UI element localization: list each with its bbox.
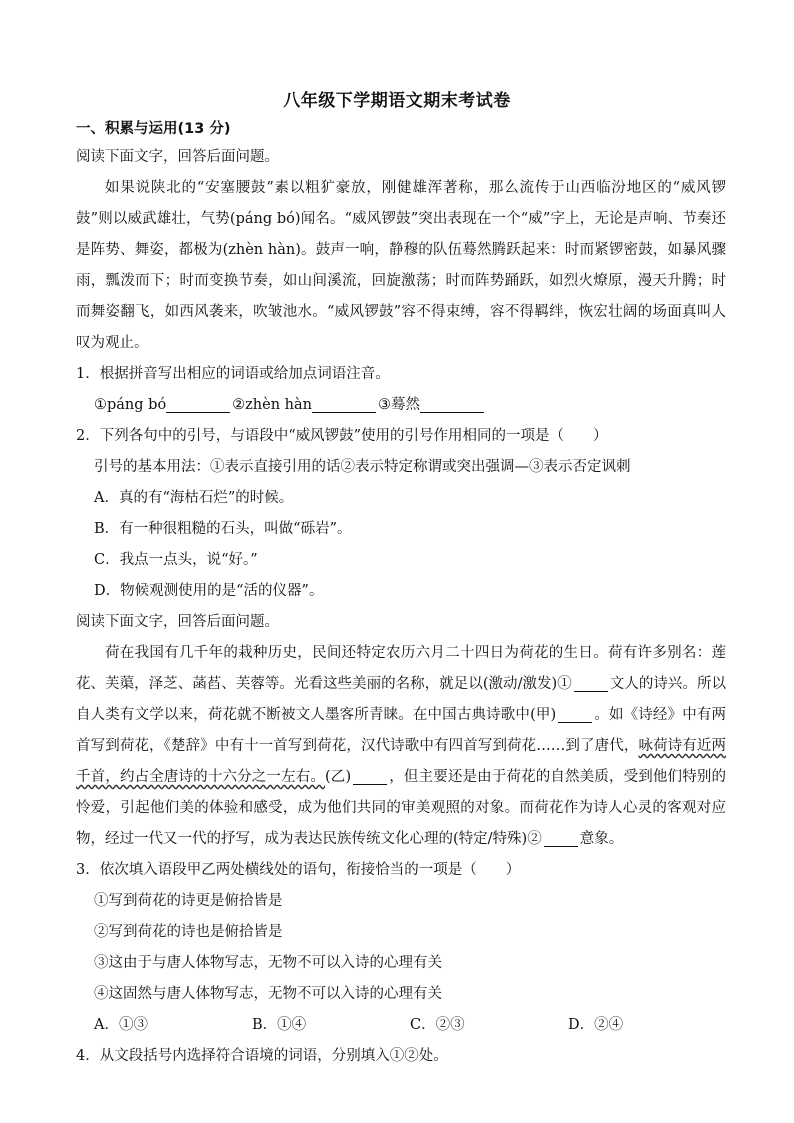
question-2-note: 引号的基本用法：①表示直接引用的话②表示特定称谓或突出强调—③表示否定讽刺 <box>94 459 631 475</box>
q3-option-c: C．②③ <box>410 1017 465 1033</box>
page-title: 八年级下学期语文期末考试卷 <box>283 91 511 111</box>
q3-item-1: ①写到荷花的诗更是俯拾皆是 <box>94 893 283 909</box>
q3-option-a: A．①③ <box>94 1017 148 1033</box>
blank-jia[interactable] <box>558 707 592 723</box>
passage-lotus-part-5: (乙) <box>325 769 352 785</box>
q2-option-c: C．我点一点头，说“好。” <box>94 552 258 568</box>
q3-item-4: ④这固然与唐人体物写志，无物不可以入诗的心理有关 <box>94 986 442 1002</box>
question-4-stem: 4．从文段括号内选择符合语境的词语，分别填入①②处。 <box>76 1048 448 1064</box>
reading-prompt-2: 阅读下面文字，回答后面问题。 <box>76 614 279 630</box>
q1-item-a: ①páng bó <box>94 397 167 413</box>
question-2-stem: 2．下列各句中的引号，与语段中“威风锣鼓”使用的引号作用相同的一项是（ ） <box>76 428 608 444</box>
passage-lotus-part-7: 意象。 <box>579 831 624 847</box>
passage-lotus-part-2: 文人的诗兴。所以自人类有文学以来，荷花就不断被文人墨客所青睐。在中国古典诗歌中(甲) <box>76 676 727 723</box>
answer-blank[interactable] <box>312 397 376 413</box>
q2-option-d: D．物候观测使用的是“活的仪器”。 <box>94 583 324 599</box>
passage-lotus-part-3: 。如《诗经》中有两首写到荷花，《楚辞》中有十一首写到荷花，汉代诗歌中有四首写到荷花……到了唐代， <box>76 707 727 754</box>
q3-option-b: B．①④ <box>252 1017 307 1033</box>
q2-option-a: A．真的有“海枯石烂”的时候。 <box>94 490 294 506</box>
section-heading: 一、积累与运用(13 分) <box>76 121 231 137</box>
exam-content <box>76 142 726 1072</box>
blank-2[interactable] <box>544 831 578 847</box>
q3-item-3: ③这由于与唐人体物写志，无物不可以入诗的心理有关 <box>94 955 442 971</box>
reading-prompt: 阅读下面文字，回答后面问题。 <box>76 149 279 165</box>
question-1-answers <box>76 390 726 421</box>
wavy-underlined-sentence: 咏荷诗有近两千首，约占全唐诗的十六分之一左右。 <box>76 738 727 785</box>
answer-blank[interactable] <box>166 397 230 413</box>
passage-lotus <box>76 638 726 855</box>
q1-item-b: ②zhèn hàn <box>232 397 312 413</box>
question-1-stem: 1．根据拼音写出相应的词语或给加点词语注音。 <box>76 366 390 382</box>
passage-weifeng-luogu: 如果说陕北的“安塞腰鼓”素以粗犷豪放，刚健雄浑著称，那么流传于山西临汾地区的“威风锣鼓”则以威武雄壮，气势(páng bó)闻名。“威风锣鼓”突出表现在一个“威”字上，无论是声响、节奏还是阵势、舞姿，都极为(zhèn hàn)。鼓声一响，静穆的队伍蓦然腾跃起来：时而紧锣密鼓，如暴风骤雨，瓢泼而下；时而变换节奏，如山间溪流，回旋激荡；时而阵势踊跃，如烈火燎原，漫天升腾；时而舞姿翻飞，如西风袭来，吹皱池水。“威风锣鼓”容不得束缚，容不得羁绊，恢宏壮阔的场面真叫人叹为观止。 <box>76 180 726 351</box>
q3-options <box>76 1010 726 1041</box>
passage-lotus-part-6: ，但主要还是由于荷花的自然美质，受到他们特别的怜爱，引起他们美的体验和感受，成为他们共同的审美观照的对象。而荷花作为诗人心灵的客观对应物，经过一代又一代的抒写，成为表达民族传统文化心理的(特定/特殊)② <box>76 769 726 847</box>
q3-option-d: D．②④ <box>568 1017 624 1033</box>
question-3-stem: 3．依次填入语段甲乙两处横线处的语句，衔接恰当的一项是（ ） <box>76 862 521 878</box>
passage-lotus-part-1: 荷在我国有几千年的栽种历史，民间还特定农历六月二十四日为荷花的生日。荷有许多别名：莲花、芙蕖，泽芝、菡萏、芙蓉等。光看这些美丽的名称，就足以(激动/激发)① <box>76 645 726 692</box>
q3-item-2: ②写到荷花的诗也是俯拾皆是 <box>94 924 283 940</box>
q1-item-c: ③蓦然 <box>378 397 420 413</box>
blank-1[interactable] <box>574 676 608 692</box>
blank-yi[interactable] <box>353 769 387 785</box>
q2-option-b: B．有一种很粗糙的石头，叫做“砾岩”。 <box>94 521 352 537</box>
answer-blank[interactable] <box>420 397 484 413</box>
